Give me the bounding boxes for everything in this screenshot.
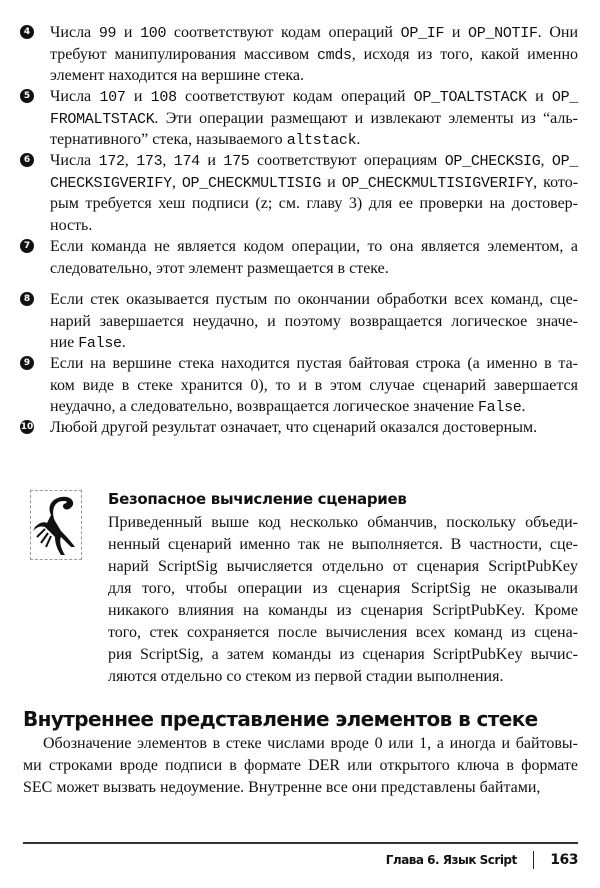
text-line	[50, 236, 578, 258]
text-run: .	[356, 131, 361, 148]
text-run: и	[199, 152, 224, 169]
page-number: 163	[550, 852, 578, 868]
text-run: элемент находится на вершине стека.	[50, 67, 304, 84]
text-run: ние	[50, 334, 79, 351]
text-run: соответствуют кодам операций	[176, 88, 414, 105]
warning-body	[108, 512, 578, 688]
text-run: Если на вершине стека находится пустая байтовая строка (а именно в та-	[50, 355, 578, 372]
text-run: рым требуется хеш подписи (z; см. главу 3) для ее проверки на достовер-	[50, 195, 578, 212]
text-run: тернативного” стека, называемого	[50, 131, 287, 148]
text-line: SEC может вызвать недоумение. Внутренне все они представлены байтами,	[23, 779, 541, 796]
number-bullet: 7	[20, 239, 34, 253]
text-line: того, стек сохраняется после вычисления всех команд из сцена-	[108, 624, 578, 641]
text-line	[50, 65, 578, 87]
text-run: нарий завершается неудачно, и поэтому возвращается логическое значе-	[50, 312, 578, 330]
text-line	[50, 375, 578, 397]
number-bullet: 6	[20, 153, 34, 167]
text-line	[50, 193, 578, 215]
text-run: требуют манипулирования массивом	[50, 45, 317, 63]
text-run: и	[321, 173, 342, 191]
list-item	[23, 353, 578, 418]
text-run: следовательно, этот элемент размещается в стеке.	[50, 259, 389, 277]
page-footer	[386, 851, 578, 869]
inline-code: altstack	[286, 132, 357, 149]
inline-code: cmds	[316, 46, 352, 64]
section-paragraph	[23, 733, 578, 799]
footer-separator	[533, 851, 535, 869]
text-line: рия ScriptSig, а затем команды из сценария ScriptPubKey вычис-	[108, 646, 578, 663]
footer-rule	[23, 842, 578, 844]
text-run: соответствуют операциям	[249, 152, 445, 169]
text-run: Любой другой результат означает, что сценарий оказался достоверным.	[50, 419, 538, 436]
text-run: ,	[124, 152, 137, 169]
text-run: ность.	[50, 216, 93, 234]
inline-code: 173	[136, 153, 163, 170]
number-bullet: 9	[20, 356, 34, 370]
number-bullet: 10	[20, 422, 34, 432]
text-line	[50, 396, 578, 418]
list-item	[23, 236, 578, 279]
text-line: никакого влияния на команды из сценария ScriptPubKey. Кроме	[108, 602, 578, 619]
text-run: соответствуют кодам операций	[166, 24, 401, 41]
inline-code: OP_CHECKMULTISIGVERIFY	[341, 174, 534, 192]
inline-code: False	[477, 399, 522, 416]
inline-code: OP_CHECKMULTISIG	[181, 174, 322, 192]
section-heading: Внутреннее представление элементов в стеке	[23, 707, 538, 731]
text-line	[50, 129, 578, 151]
inline-code: OP_TOALTSTACK	[413, 89, 527, 106]
scorpion-icon	[30, 490, 82, 560]
text-line	[50, 353, 578, 375]
warning-title: Безопасное вычисление сценариев	[108, 490, 407, 508]
chapter-title: Глава 6. Язык Script	[385, 853, 517, 867]
text-run: . Эти операции размещают и извлекают элементы из “аль-	[154, 109, 578, 127]
inline-code: OP_	[551, 153, 579, 170]
inline-code: 100	[140, 25, 167, 42]
text-run: , исходя из того, какой именно	[351, 45, 578, 63]
inline-code: 174	[173, 153, 200, 170]
text-run: .	[521, 398, 526, 415]
text-run: и	[444, 24, 469, 41]
inline-code: CHECKSIGVERIFY	[50, 174, 172, 192]
text-line	[50, 311, 578, 333]
inline-code: OP_	[551, 89, 579, 106]
text-line	[50, 108, 578, 130]
text-line	[50, 332, 578, 354]
text-line	[50, 289, 578, 311]
number-bullet: 8	[20, 292, 34, 306]
inline-code: False	[78, 335, 122, 352]
text-line	[50, 172, 578, 194]
number-bullet: 5	[20, 89, 34, 103]
inline-code: 175	[223, 153, 250, 170]
text-run: . Они	[537, 24, 579, 41]
text-run: Если команда не является кодом операции, то она является элементом, а	[50, 238, 578, 255]
text-run: ком виде в стеке хранится 0), то и в этом случае сценарий завершается	[50, 376, 578, 394]
text-run: Числа	[50, 88, 100, 105]
text-run: ,	[162, 152, 174, 169]
text-run: ,	[171, 173, 182, 191]
text-line	[50, 44, 578, 66]
text-run: .	[121, 334, 126, 351]
text-line	[50, 258, 578, 280]
inline-code: OP_NOTIF	[468, 25, 538, 42]
text-run: ,	[540, 152, 552, 169]
inline-code: OP_CHECKSIG	[444, 153, 541, 170]
text-line	[50, 215, 578, 237]
text-run: Числа	[50, 24, 99, 41]
text-line: ненный сценарий именно так не выполняется. В частности, сце-	[108, 536, 578, 553]
text-line	[50, 150, 578, 172]
text-line: ми строками вроде подписи в формате DER или открытого ключа в формате	[23, 757, 578, 774]
inline-code: 108	[150, 89, 177, 106]
text-line	[50, 22, 578, 44]
list-item	[20, 417, 578, 439]
text-line	[50, 417, 578, 439]
text-run: и	[526, 88, 552, 105]
number-bullet: 4	[20, 25, 34, 39]
text-line: Обозначение элементов в стеке числами вроде 0 или 1, а иногда и байтовы-	[43, 735, 578, 752]
list-item	[23, 22, 579, 87]
text-run: Если стек оказывается пустым по окончании обработки всех команд, сце-	[50, 291, 578, 308]
inline-code: OP_IF	[400, 25, 445, 42]
text-run: и	[125, 88, 151, 105]
inline-code: 107	[99, 89, 126, 106]
inline-code: 172	[98, 153, 125, 170]
text-run: неудачно, а следовательно, возвращается логическое значение	[50, 398, 478, 415]
text-run: , кото-	[533, 173, 579, 191]
text-line: нарий ScriptSig вычисляется отдельно от сценария ScriptPubKey	[108, 558, 578, 575]
text-line: для того, чтобы операции из сценария ScriptSig не оказывали	[108, 580, 578, 597]
text-line: ляются отдельно со стеком из первой стадии выполнения.	[108, 668, 504, 685]
inline-code: 99	[98, 25, 117, 42]
inline-code: FROMALTSTACK	[50, 110, 155, 128]
text-line	[50, 86, 578, 108]
text-line: Приведенный выше код несколько обманчив, поскольку объеди-	[108, 514, 578, 531]
text-run: Числа	[50, 152, 99, 169]
text-run: и	[116, 24, 141, 41]
list-item	[23, 150, 579, 236]
list-item	[23, 86, 579, 151]
list-item	[23, 289, 578, 354]
